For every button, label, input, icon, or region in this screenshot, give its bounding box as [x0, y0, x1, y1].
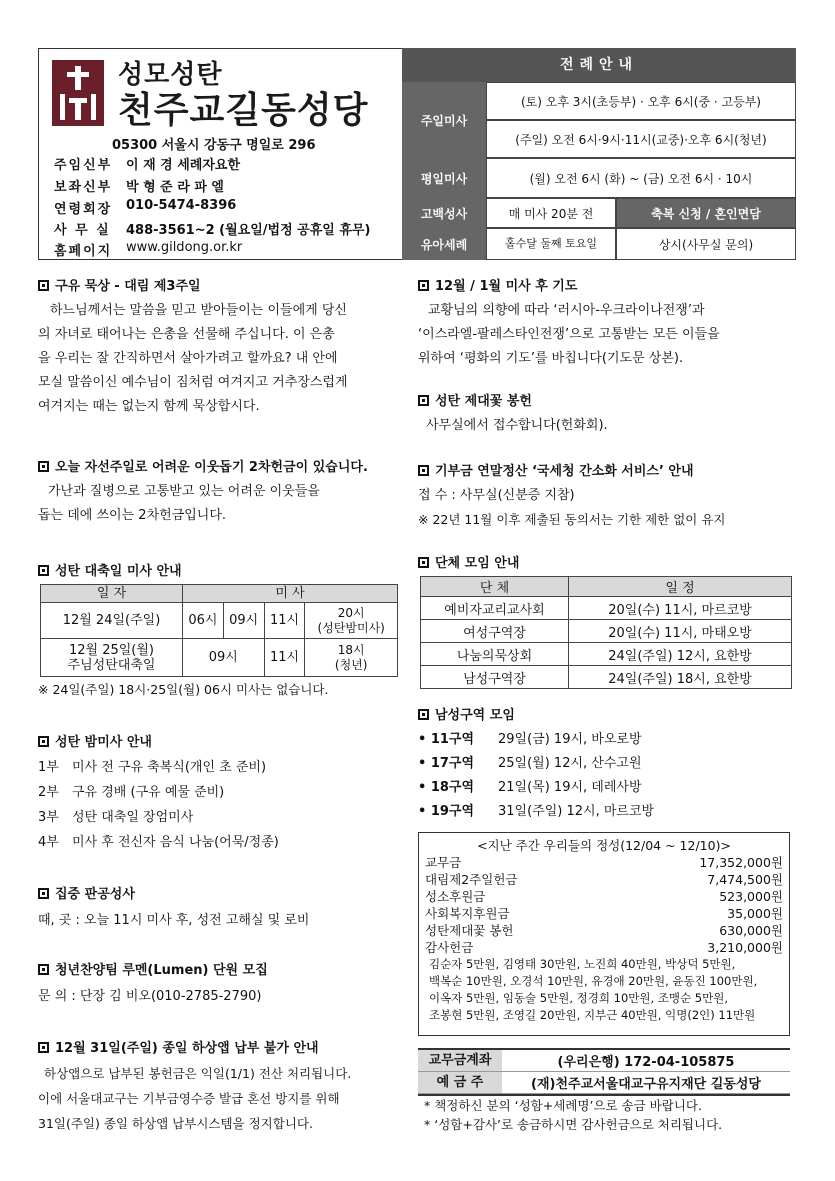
offering-title: <지난 주간 우리들의 정성(12/04 ~ 12/10)>	[477, 838, 731, 853]
account-info: 교무금계좌 (우리은행) 172-04-105875 예 금 주 (재)천주교서울대교구유지재단 길동성당	[418, 1048, 790, 1096]
group-meeting-table: 단 체 일 정 예비자교리교사회 20일(수) 11시, 마르코방 여성구역장 20일(수) 11시, 마태오방 나눔의묵상회 24일(주일) 12시, 요한방 남성구역장 24일(주일) 18시, 요한방	[420, 576, 792, 689]
info-homepage[interactable]: 홈페이지 www.gildong.or.kr	[54, 240, 243, 259]
section-christmas-eve: 성탄 밤미사 안내 1부 미사 전 구유 축복식(개인 초 준비) 2부 구유 경배 (구유 예물 준비) 3부 성탄 대축일 장엄미사 4부 미사 후 전신자 음식 나눔(어묵/정종)	[38, 735, 279, 850]
list-item: • 11구역 29일(금) 19시, 바오로방	[418, 732, 642, 747]
table-row: 예비자교리교사회 20일(수) 11시, 마르코방	[421, 597, 792, 620]
section-charity-collection: 오늘 자선주일로 어려운 이웃돕기 2차헌금이 있습니다. 가난과 질병으로 고통받고 있는 어려운 이웃들을 돕는 데에 쓰이는 2차헌금입니다.	[38, 460, 368, 523]
table-row: 여성구역장 20일(수) 11시, 마태오방	[421, 620, 792, 643]
weekday-mass: (월) 오전 6시 (화) ~ (금) 오전 6시 · 10시	[486, 158, 796, 198]
infant-baptism-time: 홀수달 둘째 토요일	[486, 228, 616, 260]
sunday-mass-sun: (주일) 오전 6시·9시·11시(교중)·오후 6시(청년)	[486, 120, 796, 158]
weekday-mass-label: 평일미사	[402, 158, 486, 198]
confession-time: 매 미사 20분 전	[486, 198, 616, 228]
blessing-request: 축복 신청 / 혼인면담	[616, 198, 796, 228]
offering-summary-box: <지난 주간 우리들의 정성(12/04 ~ 12/10)> 교무금 17,352,000원 대림제2주일헌금 7,474,500원 성소후원금 523,000원 사회복지후원금 35,000원 성탄제대꽃 봉헌 630,000원 감사헌금 3,210,000원 김순자 5만원, 김영태 30만원, 노진희 40만원, 박상덕 5만원, 백복순 10만원, 오경석 10만원, 유경애 20만원, 윤동진 100만원, 이옥자 5만원, 임동술 5만원, 정경희 10만원, 조맹순 5만원, 조봉현 5만원, 조영길 20만원, 지부근 40만원, 익명(2인) 11만원	[418, 832, 790, 1036]
confession-label: 고백성사	[402, 198, 486, 228]
schedule-title: 전례안내	[402, 48, 796, 82]
section-mens-district: 남성구역 모임 • 11구역 29일(금) 19시, 바오로방 • 17구역 25일(월) 12시, 산수고원 • 18구역 21일(목) 19시, 데레사방 • 19구역 31일(주일) 12시, 마르코방	[418, 704, 794, 824]
offering-row: 성소후원금 523,000원	[425, 889, 783, 904]
square-bullet-icon	[38, 565, 49, 576]
square-bullet-icon	[38, 736, 49, 747]
christmas-mass-table: 일 자 미 사 12월 24일(주일) 06시 09시 11시 20시 (성탄밤미사) 12월 25일(월) 주님성탄대축일 09시 11시 18시 (청년)	[40, 584, 398, 677]
church-logo-icon	[52, 60, 104, 126]
section-group-meetings: 단체 모임 안내	[418, 552, 794, 576]
section-confession: 집중 판공성사 때, 곳 : 오늘 11시 미사 후, 성전 고해실 및 로비	[38, 887, 310, 928]
info-office: 사 무 실 488-3561~2 (월요일/법정 공휴일 휴무)	[54, 223, 371, 238]
infant-baptism-label: 유아세례	[402, 228, 486, 260]
offering-row: 성탄제대꽃 봉헌 630,000원	[425, 923, 783, 938]
section-altar-flowers: 성탄 제대꽃 봉헌 사무실에서 접수합니다(헌화회).	[418, 390, 794, 438]
info-assistant: 보좌신부 박 형 준 라 파 엘	[54, 180, 224, 195]
square-bullet-icon	[418, 557, 429, 568]
sunday-mass-sat: (토) 오후 3시(초등부) · 오후 6시(중 · 고등부)	[486, 82, 796, 120]
square-bullet-icon	[418, 709, 429, 720]
row-dec24-date: 12월 24일(주일)	[41, 603, 183, 639]
logo-small-title: 성모성탄	[118, 60, 223, 90]
square-bullet-icon	[418, 465, 429, 476]
square-bullet-icon	[38, 964, 49, 975]
account-notes: * 책정하신 분의 ‘성함+세례명’으로 송금 바랍니다. * ‘성함+감사’로 송금하시면 감사헌금으로 처리됩니다.	[424, 1098, 723, 1132]
square-bullet-icon	[38, 1042, 49, 1053]
col-mass: 미 사	[183, 585, 398, 603]
list-item: • 18구역 21일(목) 19시, 데레사방	[418, 780, 642, 795]
offering-row: 감사헌금 3,210,000원	[425, 940, 783, 955]
list-item: • 19구역 31일(주일) 12시, 마르코방	[418, 804, 655, 819]
section-tax-service: 기부금 연말정산 ‘국세청 간소화 서비스’ 안내 접 수 : 사무실(신분증 지참) ※ 22년 11월 이후 제출된 동의서는 기한 제한 없이 유지	[418, 464, 726, 527]
square-bullet-icon	[38, 888, 49, 899]
info-pastor: 주임신부 이 재 경 세례자요한	[54, 158, 241, 173]
section-prayer: 12월 / 1월 미사 후 기도 교황님의 의향에 따라 ‘러시아-우크라이나전쟁’과 ‘이스라엘-팔레스타인전쟁’으로 고통받는 모든 이들을 위하여 ‘평화의 기도’를 바칩니다(기도문 상본).	[418, 279, 720, 366]
offering-row: 대림제2주일헌금 7,474,500원	[425, 872, 783, 887]
square-bullet-icon	[418, 280, 429, 291]
square-bullet-icon	[418, 395, 429, 406]
col-date: 일 자	[41, 585, 183, 603]
section-hasang-app: 12월 31일(주일) 종일 하상앱 납부 불가 안내 하상앱으로 납부된 봉헌금은 익일(1/1) 전산 처리됩니다. 이에 서울대교구는 기부금영수증 발급 혼선 방지를 위해 31일(주일) 종일 하상앱 납부시스템을 정지합니다.	[38, 1041, 352, 1131]
offering-row: 사회복지후원금 35,000원	[425, 906, 783, 921]
section-lumen-recruit: 청년찬양팀 루멘(Lumen) 단원 모집 문 의 : 단장 김 비오(010-2785-2790)	[38, 963, 268, 1004]
church-address: 05300 서울시 강동구 명일로 296	[112, 138, 316, 153]
info-funeral: 연령회장 010-5474-8396	[54, 198, 237, 217]
square-bullet-icon	[38, 280, 49, 291]
table-row: 나눔의묵상회 24일(주일) 12시, 요한방	[421, 643, 792, 666]
section-crib-meditation: 구유 묵상 - 대림 제3주일 하느님께서는 말씀을 믿고 받아들이는 이들에게 당신 의 자녀로 태어나는 은총을 선물해 주십니다. 이 은총 을 우리는 잘 간직하면서 살아가려고 할까요? 내 안에 모실 말씀이신 예수님이 짐처럼 여겨지고 거추장스럽게 여겨지는 때는 없는지 함께 묵상합시다.	[38, 279, 348, 414]
offering-row: 교무금 17,352,000원	[425, 855, 783, 870]
square-bullet-icon	[38, 461, 49, 472]
sunday-mass-label: 주일미사	[402, 82, 486, 158]
list-item: • 17구역 25일(월) 12시, 산수고원	[418, 756, 642, 771]
section-christmas-mass: 성탄 대축일 미사 안내	[38, 560, 398, 584]
church-name: 천주교길동성당	[118, 90, 369, 131]
liturgy-schedule	[402, 48, 796, 260]
infant-baptism-note: 상시(사무실 문의)	[616, 228, 796, 260]
christmas-mass-note: ※ 24일(주일) 18시·25일(월) 06시 미사는 없습니다.	[38, 682, 329, 697]
table-row: 남성구역장 24일(주일) 18시, 요한방	[421, 666, 792, 689]
